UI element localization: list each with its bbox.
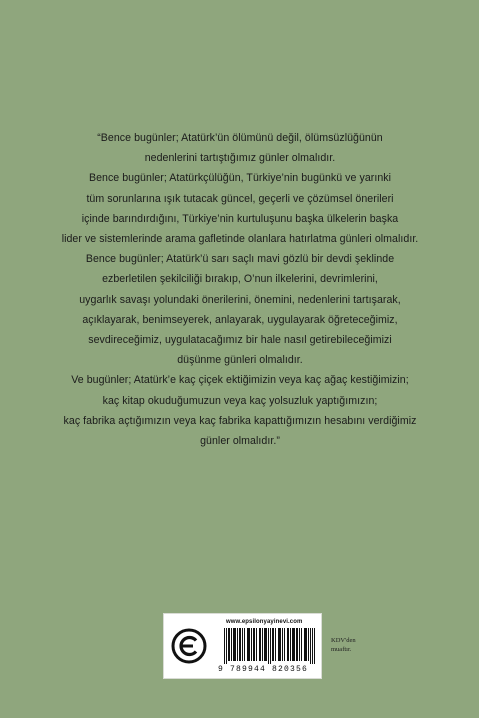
quote-line: içinde barındırdığını, Türkiye’nin kurtuluşunu başka ülkelerin başka (81, 212, 399, 225)
quote-line: düşünme günleri olmalıdır. (177, 354, 303, 367)
quote-line: kaç kitap okuduğumuzun veya kaç yolsuzluk yaptığımızın; (102, 394, 378, 407)
quote-line: tüm sorunlarına ışık tutacak güncel, geçerli ve çözümsel önerileri (86, 192, 394, 205)
isbn-barcode-panel (163, 613, 322, 679)
quote-line: Bence bugünler; Atatürkçülüğün, Türkiye’nin bugünkü ve yarınki (88, 172, 392, 185)
publisher-website: www.epsilonyayinevi.com (226, 619, 303, 625)
quote-line: uygarlık savaşı yolundaki önerilerini, önemini, nedenlerini tartışarak, (79, 293, 401, 306)
quote-line: sevdireceğimiz, uygulatacağımız bir hale nasıl getirebileceğimizi (88, 334, 392, 347)
quote-line: Ve bugünler; Atatürk’e kaç çiçek ektiğimizin veya kaç ağaç kestiğimizin; (71, 374, 409, 387)
quote-line: günler olmalıdır.” (200, 435, 280, 448)
epsilon-logo-icon (170, 623, 208, 669)
quote-line: ezberletilen şekilciliği bırakıp, O’nun ilkelerini, devrimlerini, (102, 273, 378, 286)
quote-line: açıklayarak, benimseyerek, anlayarak, uygulayarak öğreteceğimiz, (82, 313, 398, 326)
quote-line: nedenlerini tartıştığımız günler olmalıdır. (144, 152, 336, 165)
quote-line: kaç fabrika açtığımızın veya kaç fabrika kapattığımızın hesabını verdiğimiz (63, 414, 417, 427)
quote-line: “Bence bugünler; Atatürk’ün ölümünü değil, ölümsüzlüğünün (97, 132, 383, 144)
barcode-bars (224, 628, 316, 664)
isbn-number: 9 789944 820356 (218, 665, 309, 674)
quote-line: lider ve sistemlerinde arama gafletinde olanlara hatırlatma günleri olmalıdır. (61, 233, 419, 246)
quote-line: Bence bugünler; Atatürk’ü sarı saçlı mavi gözlü bir devdi şeklinde (85, 253, 395, 266)
tax-note-line-1: KDV'den (331, 637, 356, 644)
back-cover-quote (40, 128, 440, 451)
tax-note-line-2: muaftır. (331, 646, 352, 653)
tax-exempt-note (331, 636, 356, 654)
